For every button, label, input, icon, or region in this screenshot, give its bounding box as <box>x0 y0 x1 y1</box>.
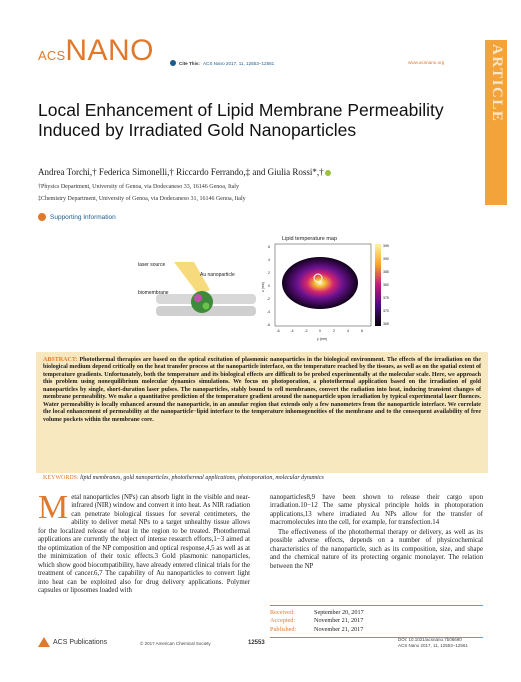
cite-reference[interactable]: ACS Nano 2017, 11, 12553−12561 <box>202 60 275 66</box>
affiliation-1: †Physics Department, University of Genoa, via Dodecaneso 33, 16146 Genoa, Italy <box>38 184 239 190</box>
date-received: Received: September 20, 2017 <box>270 609 364 616</box>
cbar-tick: 385 <box>383 270 389 274</box>
drop-cap: M <box>38 489 69 526</box>
supporting-info-icon <box>38 213 46 221</box>
journal-website-link[interactable]: www.acsnano.org <box>408 60 445 65</box>
page-number: 12553 <box>248 640 265 646</box>
cbar-tick: 365 <box>383 322 389 326</box>
laser-beam <box>174 262 210 294</box>
body-paragraph: The effectiveness of the photothermal therapy or delivery, as well as its possible adverse effects, depends on a number of physicochemical characteristics of the nanoparticle, such as its composition, size, and shape and the chemical nature of its protecting organic monolayer. The relation between the NP <box>270 528 483 570</box>
abstract-text: Photothermal therapies are based on the optical excitation of plasmonic nanoparticles in the biological environment. The effects of the irradiation on the biological medium depend critically on the heat transfer process at the nanoparticle interface, on the temperature reached by the tissues, as well as on the spatial extent of temperature gradients. Unfortunately, both the temperature and its biological effects are difficult to be probed experimentally at the molecular scale. Here, we approach this problem using nonequilibrium molecular dynamics simulations. We focus on photoporation, a photothermal application based on the irradiation of gold nanoparticles by single, short-duration laser pulses. The nanoparticles, stably bound to cell membranes, convert the radiation into heat, inducing transient changes of membrane permeability. We make a quantitative prediction of the temperature gradient around the nanoparticle upon irradiation by typical experimental laser fluences. Water permeability is locally enhanced around the nanoparticle, in an annular region that extends only a few nanometers from the nanoparticle interface. We correlate the local enhancement of permeability at the nanoparticle−lipid interface to the temperature inhomogeneities of the membrane and to the consequent availability of free volume pockets within the membrane core. <box>43 357 481 423</box>
x-tick: 4 <box>347 329 349 333</box>
y-tick: -4 <box>266 310 270 314</box>
gold-nanoparticle <box>191 291 213 313</box>
author-names: Andrea Torchi,† Federica Simonelli,† Riccardo Ferrando,‡ and Giulia Rossi*,† <box>38 167 324 177</box>
toc-graphic <box>132 232 392 347</box>
y-tick: -6 <box>266 323 270 327</box>
journal-reference: ACS Nano 2017, 11, 12553−12561 <box>398 643 468 648</box>
x-tick: -4 <box>290 329 294 333</box>
copyright: © 2017 American Chemical Society <box>140 641 211 646</box>
cbar-tick: 395 <box>383 244 389 248</box>
body-column-right <box>270 494 483 571</box>
y-tick: 0 <box>268 284 270 288</box>
cbar-tick: 390 <box>383 257 389 261</box>
logo-nano: NANO <box>65 34 155 67</box>
affiliation-2: ‡Chemistry Department, University of Genoa, via Dodecaneso 31, 16146 Genoa, Italy <box>38 196 246 202</box>
date-accepted: Accepted: November 21, 2017 <box>270 617 364 625</box>
heatmap <box>282 257 358 309</box>
x-axis-label: y (nm) <box>317 337 327 341</box>
keywords <box>36 475 488 481</box>
abstract-box <box>36 352 488 473</box>
cite-label: Cite This: <box>179 60 200 66</box>
cite-this[interactable] <box>170 60 274 66</box>
orcid-icon[interactable] <box>325 170 331 176</box>
keywords-label: KEYWORDS: <box>43 475 79 481</box>
label-laser-source: laser source <box>138 262 166 268</box>
article-type-label: ARTICLE <box>489 44 505 123</box>
cbar-tick: 380 <box>383 283 389 287</box>
label-biomembrane: biomembrane <box>138 290 169 296</box>
x-tick: -2 <box>304 329 308 333</box>
body-paragraph: nanoparticles8,9 have been shown to release their cargo upon irradiation.10−12 The same physical principle holds in photoporation applications,13 where irradiated Au NPs allow for the transfer of macromolecules into the cell, for example, for transfection.14 <box>270 494 483 527</box>
map-title: Lipid temperature map <box>282 236 338 242</box>
acs-publications-logo <box>38 637 107 647</box>
body-paragraph: etal nanoparticles (NPs) can absorb light in the visible and near-infrared (NIR) window and convert it into heat. As NIR radiation can penetrate biological tissues for several centimeters, the ability to deliver metal NPs to a target unhealthy tissue allows for the localized release of heat in the region to be treated. Photothermal applications are currently the object of intense research efforts,1−3 aimed at the optimization of the NP composition and optical response,4,5 as well as at the minimization of their toxic effects.3 Gold plasmonic nanoparticles, which show good biocompatibility, have already entered clinical trials for the treatment of cancer.6,7 The capability of Au nanoparticles to convert light into heat can be exploited also for drug delivery applications. Polymer capsules or liposomes loaded with <box>38 494 250 594</box>
acs-publications-icon <box>38 637 50 647</box>
label-au-nanoparticle: Au nanoparticle <box>200 272 235 278</box>
y-tick: 4 <box>268 258 270 262</box>
logo-acs: ACS <box>38 48 66 63</box>
x-tick: 2 <box>333 329 335 333</box>
doi-link[interactable]: DOI: 10.1021/acsnano.7b06690 <box>398 637 462 642</box>
y-tick: -2 <box>266 297 270 301</box>
cbar-tick: 370 <box>383 309 389 313</box>
journal-logo <box>38 36 154 66</box>
publication-dates <box>270 605 483 638</box>
y-tick: 2 <box>268 271 270 275</box>
author-list <box>38 167 331 177</box>
date-published: Published: November 21, 2017 <box>270 625 364 633</box>
y-axis-label: z (nm) <box>261 282 265 292</box>
colorbar <box>375 244 381 326</box>
x-tick: 6 <box>361 329 363 333</box>
publisher-name: ACS Publications <box>53 638 108 646</box>
supporting-info-link[interactable] <box>38 213 116 221</box>
body-column-left <box>38 489 250 595</box>
supporting-info-label[interactable]: Supporting Information <box>50 213 116 221</box>
article-type-band <box>485 40 507 205</box>
y-tick: 6 <box>268 245 270 249</box>
cbar-tick: 375 <box>383 296 389 300</box>
article-title: Local Enhancement of Lipid Membrane Permeability Induced by Irradiated Gold Nanoparticles <box>38 100 444 140</box>
x-tick: -6 <box>276 329 280 333</box>
cite-icon <box>170 60 176 66</box>
abstract-label: ABSTRACT: <box>43 357 78 363</box>
x-tick: 0 <box>319 329 321 333</box>
keywords-text: lipid membranes, gold nanoparticles, photothermal applications, photoporation, molecular dynamics <box>80 475 324 481</box>
